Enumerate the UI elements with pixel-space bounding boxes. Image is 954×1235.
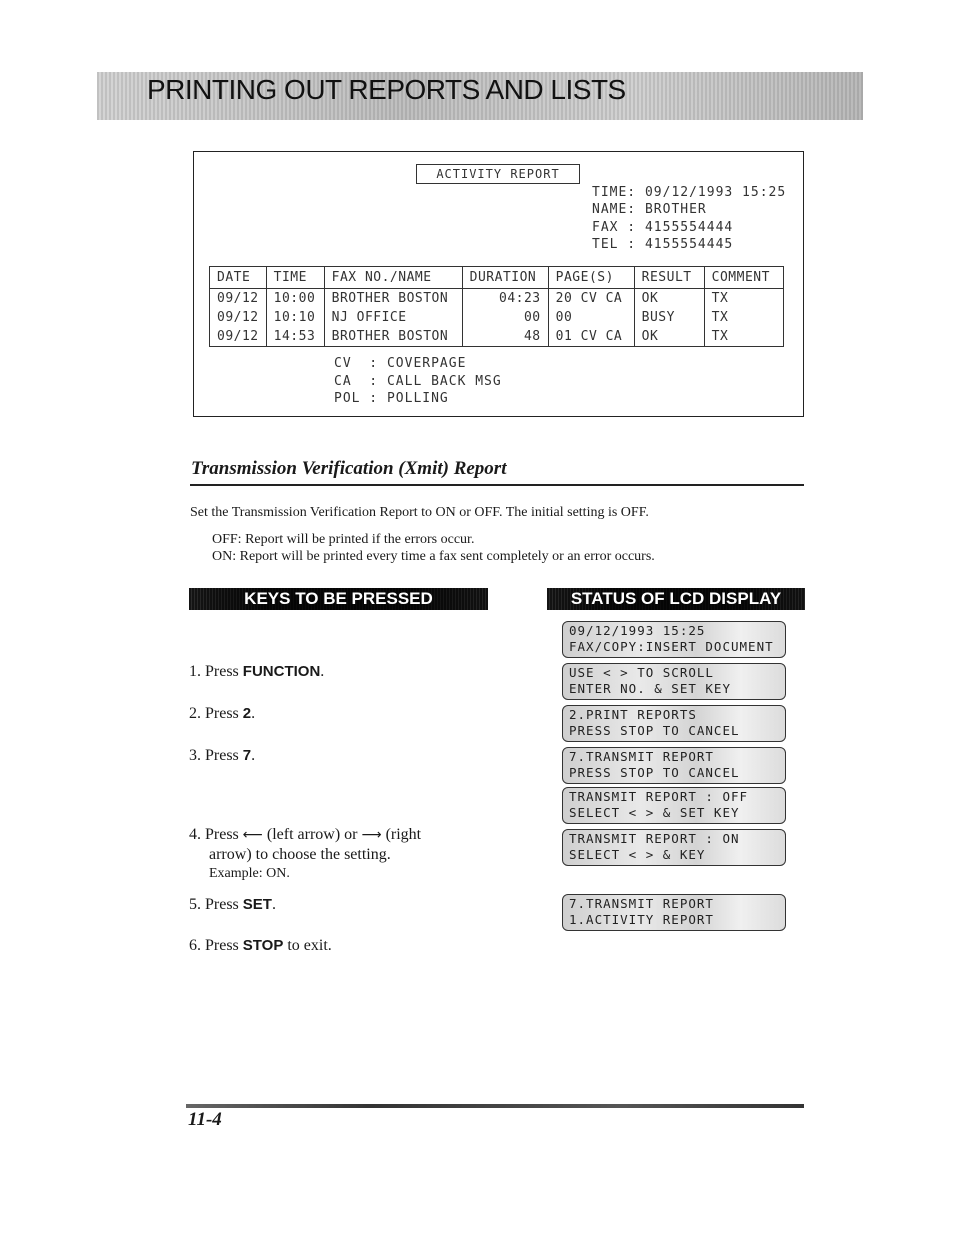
lcd-display — [562, 787, 786, 824]
legend-ca: CA : CALL BACK MSG — [334, 374, 502, 389]
lcd-line-1: 2.PRINT REPORTS — [569, 707, 697, 722]
page-number: 11-4 — [188, 1109, 222, 1130]
step-1 — [189, 663, 324, 681]
step-suffix: . — [251, 747, 256, 764]
cell-time: 14:53 — [266, 327, 324, 347]
lcd-display — [562, 894, 786, 931]
lcd-line-2: PRESS STOP TO CANCEL — [569, 765, 740, 780]
lcd-line-2: 1.ACTIVITY REPORT — [569, 912, 714, 927]
column-header: DATE — [210, 267, 267, 289]
lcd-display — [562, 663, 786, 700]
step-4 — [189, 826, 421, 844]
cell-date: 09/12 — [210, 327, 267, 347]
lcd-line-2: SELECT < > & KEY — [569, 847, 706, 862]
cell-duration: 00 — [462, 308, 548, 327]
status-banner: STATUS OF LCD DISPLAY — [547, 588, 805, 610]
step-suffix: . — [271, 896, 276, 913]
step-text: Press — [205, 705, 243, 722]
legend-pol: POL : POLLING — [334, 391, 449, 406]
lcd-display — [562, 747, 786, 784]
step-text-end: (right — [385, 826, 422, 843]
footer-rule — [186, 1104, 804, 1108]
on-description: ON: Report will be printed every time a fax sent completely or an error occurs. — [212, 549, 655, 564]
lcd-line-1: TRANSMIT REPORT : OFF — [569, 789, 749, 804]
report-info-name: NAME: BROTHER — [592, 202, 707, 217]
column-header: TIME — [266, 267, 324, 289]
column-header: FAX NO./NAME — [324, 267, 462, 289]
cell-date: 09/12 — [210, 289, 267, 309]
step-4-example: Example: ON. — [209, 866, 290, 881]
cell-pages: 01 CV CA — [548, 327, 634, 347]
table-row — [210, 289, 784, 309]
lcd-line-2: FAX/COPY:INSERT DOCUMENT — [569, 639, 774, 654]
column-header: DURATION — [462, 267, 548, 289]
column-header: RESULT — [634, 267, 704, 289]
key-7: 7 — [242, 747, 252, 764]
activity-report-table — [209, 266, 784, 347]
off-description: OFF: Report will be printed if the errors occur. — [212, 532, 475, 547]
cell-duration: 48 — [462, 327, 548, 347]
cell-fax-name: BROTHER BOSTON — [324, 327, 462, 347]
step-text: Press — [205, 663, 243, 680]
lcd-line-2: PRESS STOP TO CANCEL — [569, 723, 740, 738]
step-text-mid: (left arrow) or — [266, 826, 358, 843]
step-number: 4. — [189, 826, 201, 843]
left-arrow-icon: ⟵ — [242, 827, 263, 843]
report-info-fax: FAX : 4155554444 — [592, 220, 734, 235]
intro-text: Set the Transmission Verification Report to ON or OFF. The initial setting is OFF. — [190, 505, 649, 520]
cell-comment: TX — [704, 308, 783, 327]
lcd-line-1: 7.TRANSMIT REPORT — [569, 749, 714, 764]
step-suffix: . — [251, 705, 256, 722]
step-text: Press — [205, 937, 243, 954]
key-2: 2 — [242, 705, 252, 722]
step-6 — [189, 937, 332, 955]
cell-comment: TX — [704, 327, 783, 347]
section-divider — [190, 484, 804, 486]
lcd-line-2: ENTER NO. & SET KEY — [569, 681, 731, 696]
cell-result: OK — [634, 289, 704, 309]
step-number: 5. — [189, 896, 201, 913]
lcd-display — [562, 705, 786, 742]
activity-report-title: ACTIVITY REPORT — [416, 164, 580, 184]
step-5 — [189, 896, 276, 914]
step-number: 3. — [189, 747, 201, 764]
key-stop: STOP — [242, 937, 284, 954]
step-4-line2: arrow) to choose the setting. — [209, 846, 391, 863]
table-row — [210, 327, 784, 347]
step-number: 6. — [189, 937, 201, 954]
lcd-line-1: 09/12/1993 15:25 — [569, 623, 706, 638]
cell-result: BUSY — [634, 308, 704, 327]
cell-result: OK — [634, 327, 704, 347]
lcd-display — [562, 829, 786, 866]
cell-date: 09/12 — [210, 308, 267, 327]
report-info-time: TIME: 09/12/1993 15:25 — [592, 185, 787, 200]
step-text: Press — [205, 747, 243, 764]
step-number: 1. — [189, 663, 201, 680]
lcd-display — [562, 621, 786, 658]
column-header: PAGE(S) — [548, 267, 634, 289]
step-2 — [189, 705, 255, 723]
step-text: Press — [205, 896, 243, 913]
step-suffix: to exit. — [283, 937, 332, 954]
lcd-line-1: 7.TRANSMIT REPORT — [569, 896, 714, 911]
cell-time: 10:00 — [266, 289, 324, 309]
lcd-line-2: SELECT < > & SET KEY — [569, 805, 740, 820]
cell-comment: TX — [704, 289, 783, 309]
right-arrow-icon: ⟶ — [361, 827, 382, 843]
key-set: SET — [242, 896, 272, 913]
table-row — [210, 308, 784, 327]
cell-pages: 00 — [548, 308, 634, 327]
cell-fax-name: BROTHER BOSTON — [324, 289, 462, 309]
column-header: COMMENT — [704, 267, 783, 289]
table-header-row — [210, 267, 784, 289]
lcd-line-1: USE < > TO SCROLL — [569, 665, 714, 680]
report-info-tel: TEL : 4155554445 — [592, 237, 734, 252]
key-function: FUNCTION — [242, 663, 321, 680]
lcd-line-1: TRANSMIT REPORT : ON — [569, 831, 740, 846]
step-suffix: . — [320, 663, 325, 680]
step-number: 2. — [189, 705, 201, 722]
step-text: Press — [205, 826, 239, 843]
page-title: PRINTING OUT REPORTS AND LISTS — [147, 74, 626, 105]
cell-pages: 20 CV CA — [548, 289, 634, 309]
cell-time: 10:10 — [266, 308, 324, 327]
legend-cv: CV : COVERPAGE — [334, 356, 467, 371]
section-heading: Transmission Verification (Xmit) Report — [191, 458, 507, 479]
cell-duration: 04:23 — [462, 289, 548, 309]
keys-banner: KEYS TO BE PRESSED — [189, 588, 488, 610]
cell-fax-name: NJ OFFICE — [324, 308, 462, 327]
step-3 — [189, 747, 255, 765]
